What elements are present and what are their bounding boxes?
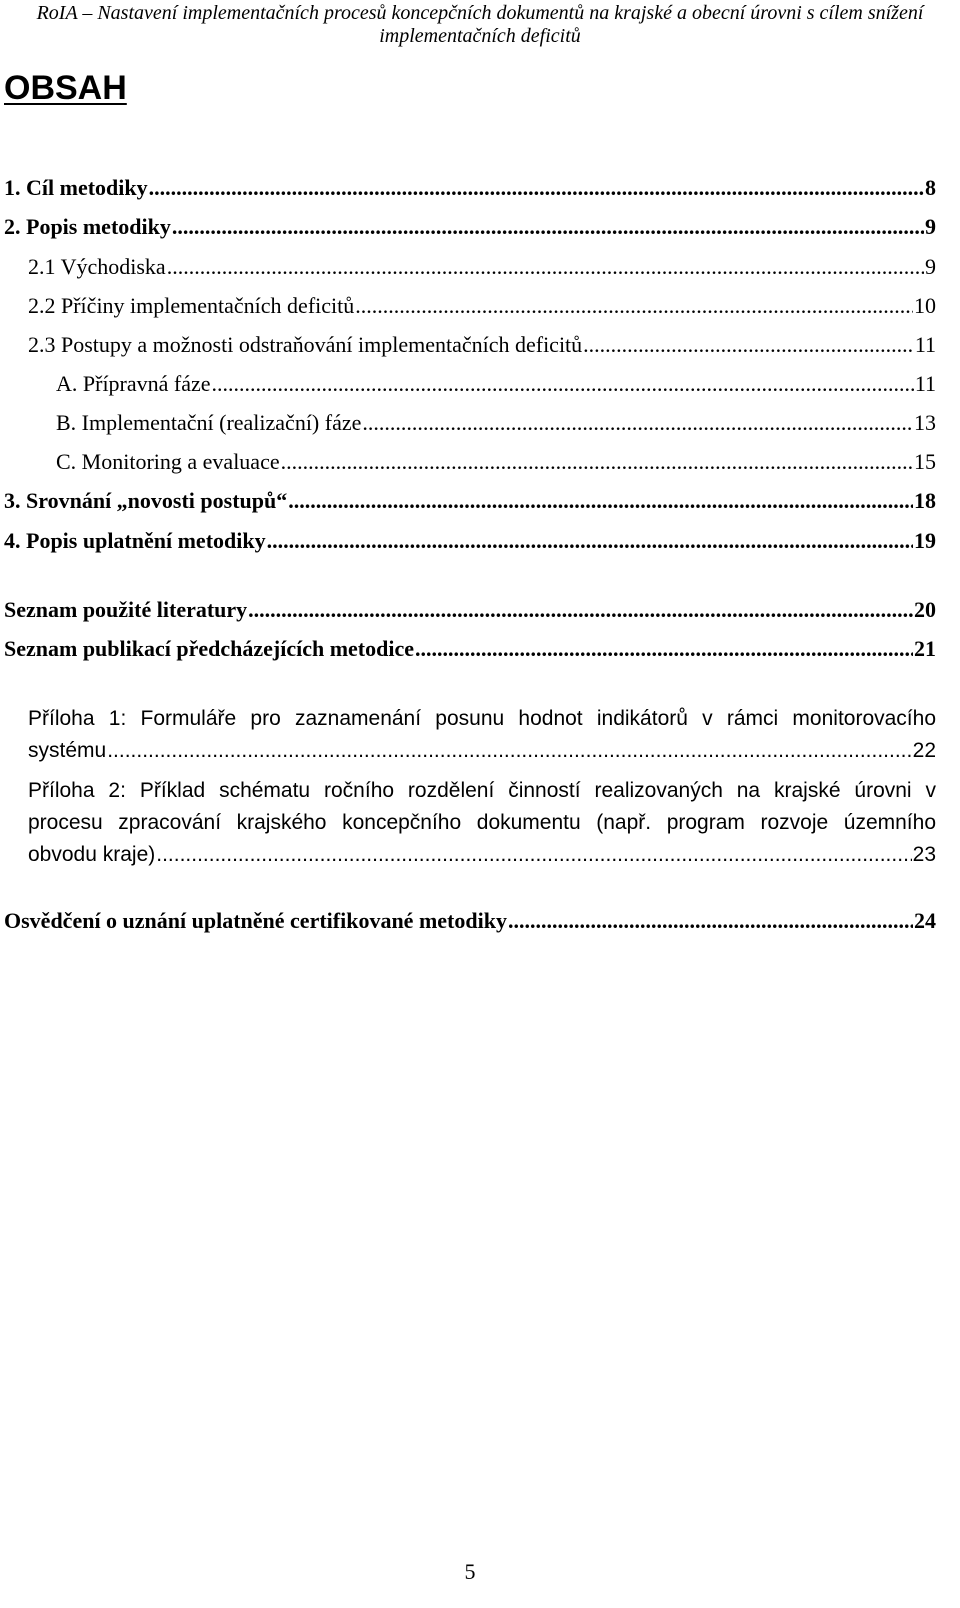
- toc-entry-page: 8: [925, 175, 936, 200]
- toc-entry-seznam-publikaci[interactable]: [4, 634, 936, 664]
- toc-leader-dots: [288, 486, 913, 516]
- toc-entry-monitoring[interactable]: [56, 447, 936, 477]
- toc-entry-seznam-literatury[interactable]: [4, 595, 936, 625]
- toc-entry-page: 9: [925, 254, 936, 279]
- toc-entry-page: 19: [914, 528, 936, 553]
- toc-entry-label: Seznam použité literatury: [4, 597, 248, 622]
- toc-entry-implementacni-faze[interactable]: [56, 408, 936, 438]
- toc-leader-dots: [212, 369, 914, 399]
- toc-leader-dots: [267, 526, 913, 556]
- toc-entry-vychodiska[interactable]: [28, 252, 936, 282]
- toc-entry-page: 11: [914, 371, 936, 396]
- toc-leader-dots: [107, 735, 911, 767]
- page-number: 5: [464, 1559, 476, 1584]
- toc-entry-label: Osvědčení o uznání uplatněné certifikované metodiky: [4, 908, 507, 933]
- toc-entry-label: Seznam publikací předcházejících metodice: [4, 636, 415, 661]
- appendix-last-line: [28, 839, 936, 871]
- toc-entry-label: 4. Popis uplatnění metodiky: [4, 528, 266, 553]
- toc-leader-dots: [149, 173, 924, 203]
- toc-entry-label: A. Přípravná fáze: [56, 371, 211, 396]
- toc-entry-page: 22: [912, 739, 936, 762]
- appendix-text-line: Příloha 2: Příklad schématu ročního rozdělení činností realizovaných na krajské úrovni v: [28, 779, 936, 802]
- toc-entry-page: 15: [914, 449, 936, 474]
- toc-entry-label: systému: [28, 739, 107, 762]
- appendix-text-line: Příloha 1: Formuláře pro zaznamenání posunu hodnot indikátorů v rámci monitorovacího: [28, 707, 936, 730]
- running-header-line-2: implementačních deficitů: [379, 25, 581, 47]
- toc-entry-cil-metodiky[interactable]: [4, 173, 936, 203]
- toc-entry-label: 1. Cíl metodiky: [4, 175, 148, 200]
- toc-entry-label: obvodu kraje): [28, 843, 156, 866]
- toc-entry-page: 10: [914, 293, 936, 318]
- toc-entry-popis-metodiky[interactable]: [4, 212, 936, 242]
- toc-entry-page: 18: [914, 488, 936, 513]
- toc-entry-page: 23: [912, 843, 936, 866]
- toc-entry-label: 2.3 Postupy a možnosti odstraňování implementačních deficitů: [28, 332, 583, 357]
- running-header: [0, 2, 960, 48]
- toc-leader-dots: [362, 408, 913, 438]
- toc-entry-page: 20: [914, 597, 936, 622]
- toc-entry-label: C. Monitoring a evaluace: [56, 449, 280, 474]
- toc-entry-srovnani[interactable]: [4, 486, 936, 516]
- toc-entry-page: 24: [914, 908, 936, 933]
- toc-leader-dots: [281, 447, 913, 477]
- appendix-text-line: procesu zpracování krajského koncepčního dokumentu (např. program rozvoje územního: [28, 811, 936, 834]
- toc-leader-dots: [248, 595, 913, 625]
- toc-entry-page: 11: [914, 332, 936, 357]
- toc-leader-dots: [583, 330, 914, 360]
- toc-entry-label: 2. Popis metodiky: [4, 214, 171, 239]
- toc-entry-page: 13: [914, 410, 936, 435]
- appendix-last-line: [28, 735, 936, 767]
- toc-entry-postupy[interactable]: [28, 330, 936, 360]
- toc-entry-popis-uplatneni[interactable]: [4, 526, 936, 556]
- toc-leader-dots: [167, 252, 924, 282]
- toc-leader-dots: [508, 906, 913, 936]
- toc-entry-priloha-2[interactable]: [28, 775, 936, 871]
- toc-entry-label: 2.2 Příčiny implementačních deficitů: [28, 293, 355, 318]
- toc-entry-page: 9: [925, 214, 936, 239]
- toc-entry-page: 21: [914, 636, 936, 661]
- toc-leader-dots: [415, 634, 913, 664]
- page-title: OBSAH: [4, 69, 127, 107]
- toc-entry-label: 2.1 Východiska: [28, 254, 166, 279]
- toc-leader-dots: [355, 291, 913, 321]
- toc-entry-label: B. Implementační (realizační) fáze: [56, 410, 362, 435]
- toc-leader-dots: [156, 839, 911, 871]
- toc-entry-pripravna-faze[interactable]: [56, 369, 936, 399]
- running-header-line-1: RoIA – Nastavení implementačních procesů koncepčních dokumentů na krajské a obecní úrovni s cílem snížení: [36, 2, 924, 24]
- toc-entry-priciny[interactable]: [28, 291, 936, 321]
- toc-leader-dots: [172, 212, 924, 242]
- toc-entry-priloha-1[interactable]: [28, 703, 936, 767]
- toc-entry-osvedceni[interactable]: [4, 906, 936, 936]
- toc-entry-label: 3. Srovnání „novosti postupů“: [4, 488, 288, 513]
